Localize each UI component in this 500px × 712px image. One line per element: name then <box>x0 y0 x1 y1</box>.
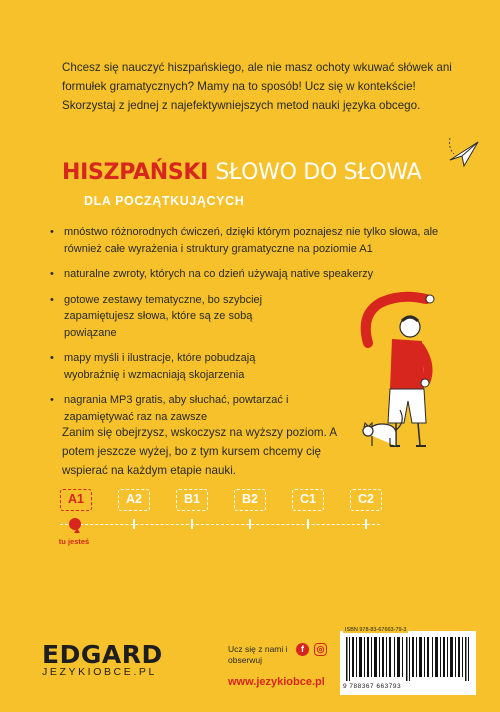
book-title <box>62 160 421 185</box>
social-text: Ucz się z nami i obserwuj <box>228 644 288 665</box>
level-badge-c2: C2 <box>350 489 382 511</box>
level-timeline <box>60 489 390 549</box>
feature-item: • naturalne zwroty, których na co dzień używają native speakerzy <box>50 266 470 283</box>
barcode-image <box>346 637 472 681</box>
level-badge-a1: A1 <box>60 489 92 511</box>
barcode-number: 9 788367 663793 <box>343 683 402 690</box>
note-text: Zanim się obejrzysz, wskoczysz na wyższy poziom. A potem jeszcze wyżej, bo z tym kursem chcemy cię wspierać na każdym etapie nauki. <box>62 426 337 477</box>
level-badge-b2: B2 <box>234 489 266 511</box>
publisher-logo <box>42 640 163 678</box>
isbn-label: ISBN 978-83-67663-79-3 <box>345 627 407 633</box>
timeline-line <box>60 524 380 525</box>
timeline-tick <box>249 519 251 529</box>
title-part-1: HISZPAŃSKI <box>62 160 209 185</box>
current-level-arrow <box>74 528 80 533</box>
feature-item: • nagrania MP3 gratis, aby słuchać, powtarzać i zapamiętywać raz na zawsze <box>50 392 470 425</box>
publisher-logo-text: EDGARD <box>42 640 163 669</box>
facebook-icon[interactable]: f <box>296 643 309 656</box>
timeline-tick <box>133 519 135 529</box>
timeline-tick <box>307 519 309 529</box>
level-badge-a2: A2 <box>118 489 150 511</box>
level-badge-c1: C1 <box>292 489 324 511</box>
instagram-icon[interactable]: ◎ <box>314 643 327 656</box>
intro-text: Chcesz się nauczyć hiszpańskiego, ale nie masz ochoty wkuwać słówek ani formułek gramatycznych? Mamy na to sposób! Ucz się w kontekście! Skorzystaj z jednej z najefektywniejszych metod nauki języka obcego. <box>62 61 452 112</box>
book-subtitle: DLA POCZĄTKUJĄCYCH <box>84 194 245 208</box>
current-level-label: tu jesteś <box>58 537 90 546</box>
website-link[interactable]: www.jezykiobce.pl <box>228 676 325 688</box>
feature-item: • mapy myśli i ilustracje, które pobudzają wyobraźnię i wzmacniają skojarzenia <box>50 350 470 383</box>
timeline-tick <box>191 519 193 529</box>
level-badge-b1: B1 <box>176 489 208 511</box>
cat-illustration <box>360 404 410 452</box>
publisher-site: JEZYKIOBCE.PL <box>42 666 157 678</box>
social-icons <box>296 643 327 656</box>
feature-item: • mnóstwo różnorodnych ćwiczeń, dzięki którym poznajesz nie tylko słowa, ale również całe wyrażenia i struktury gramatyczne na poziomie A1 <box>50 224 470 257</box>
title-part-2: SŁOWO DO SŁOWA <box>215 160 422 185</box>
timeline-tick <box>365 519 367 529</box>
paper-plane-illustration <box>444 132 484 172</box>
feature-item: • gotowe zestawy tematyczne, bo szybciej zapamiętujesz słowa, które są ze sobą powiązane <box>50 292 470 342</box>
